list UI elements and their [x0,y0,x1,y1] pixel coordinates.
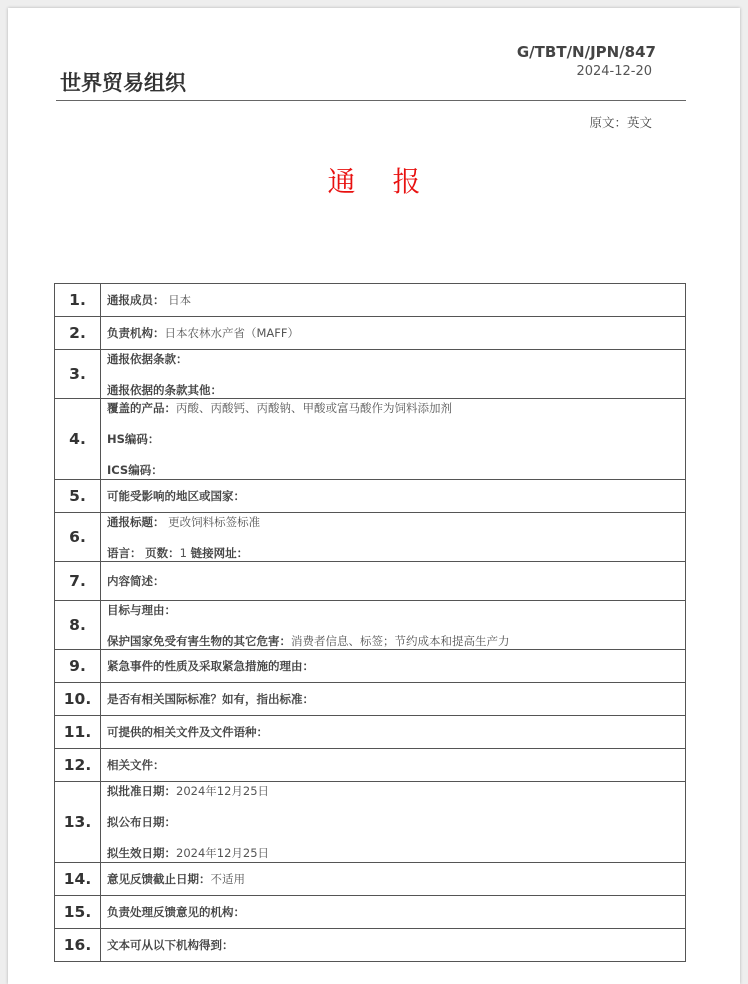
row-content [101,896,686,929]
field-label: 保护国家免受有害生物的其它危害： [107,633,291,648]
row-content [101,480,686,513]
table-row [55,929,686,962]
row-number: 5. [55,480,101,513]
field-label: 通报依据条款： [107,351,188,366]
row-content [101,683,686,716]
row-number: 7. [55,562,101,601]
field-label: 内容简述： [107,574,165,588]
row-content [101,929,686,962]
row-content [101,284,686,317]
notice-title: 通 报 [327,165,435,198]
field-value: 更改饲料标签标准 [164,514,261,529]
table-row [55,284,686,317]
row-number: 10. [55,683,101,716]
field-label: 拟批准日期： [107,784,176,798]
table-row [55,650,686,683]
field-label: 负责处理反馈意见的机构： [107,905,245,919]
row-content [101,601,686,650]
field-value: 丙酸、丙酸钙、丙酸钠、甲酸或富马酸作为饲料添加剂 [176,401,452,415]
field-label: 是否有相关国际标准？如有，指出标准： [107,692,314,706]
field-label: 通报成员： [107,293,165,307]
field-value: 2024年12月25日 [176,846,270,860]
field-label: 意见反馈截止日期： [107,872,211,886]
table-row [55,601,686,650]
row-content [101,782,686,863]
document-symbol: G/TBT/N/JPN/847 [516,43,656,61]
table-row [55,683,686,716]
field-label: 通报依据的条款其他： [107,382,222,397]
row-content [101,350,686,399]
field-value: 1 [179,545,187,560]
field-label: 负责机构： [107,326,165,340]
original-language: 原文：英文 [589,115,652,130]
row-number: 11. [55,716,101,749]
table-row [55,317,686,350]
table-row [55,350,686,399]
table-row [55,863,686,896]
notification-table [54,283,686,962]
organization-title: 世界贸易组织 [60,71,186,95]
field-label: ICS编码： [107,463,163,477]
field-label: 相关文件： [107,758,165,772]
row-content [101,562,686,601]
field-label: 覆盖的产品： [107,401,176,415]
header-divider [56,100,686,101]
row-content [101,863,686,896]
table-row [55,749,686,782]
row-number: 12. [55,749,101,782]
field-label: 通报标题： [107,514,165,529]
row-number: 9. [55,650,101,683]
document-date: 2024-12-20 [576,64,652,79]
table-row [55,480,686,513]
table-row [55,513,686,562]
field-value: 日本 [164,293,192,307]
row-content [101,399,686,480]
row-number: 15. [55,896,101,929]
field-label: 拟生效日期： [107,846,176,860]
field-label: 链接网址： [190,545,249,560]
row-content [101,749,686,782]
row-number: 14. [55,863,101,896]
row-number: 1. [55,284,101,317]
field-value: 不适用 [210,872,245,886]
table-row [55,782,686,863]
field-value: 日本农林水产省（MAFF） [164,326,300,340]
row-number: 4. [55,399,101,480]
field-label: 目标与理由： [107,602,176,617]
table-row [55,399,686,480]
row-content [101,650,686,683]
field-label: 拟公布日期： [107,815,176,829]
row-content [101,513,686,562]
row-number: 2. [55,317,101,350]
row-number: 3. [55,350,101,399]
field-label: HS编码： [107,432,160,446]
table-row [55,716,686,749]
table-row [55,896,686,929]
field-label: 紧急事件的性质及采取紧急措施的理由： [107,659,314,673]
row-number: 6. [55,513,101,562]
field-label: 可能受影响的地区或国家： [107,489,245,503]
row-content [101,317,686,350]
field-label: 文本可从以下机构得到： [107,938,234,952]
row-number: 8. [55,601,101,650]
field-label: 页数： [145,545,180,560]
row-content [101,716,686,749]
field-value: 消费者信息、标签；节约成本和提高生产力 [291,633,510,648]
field-value: 2024年12月25日 [176,784,270,798]
field-label: 可提供的相关文件及文件语种： [107,725,268,739]
field-label: 语言： [107,545,142,560]
row-number: 13. [55,782,101,863]
row-number: 16. [55,929,101,962]
document-page [8,8,740,984]
table-row [55,562,686,601]
